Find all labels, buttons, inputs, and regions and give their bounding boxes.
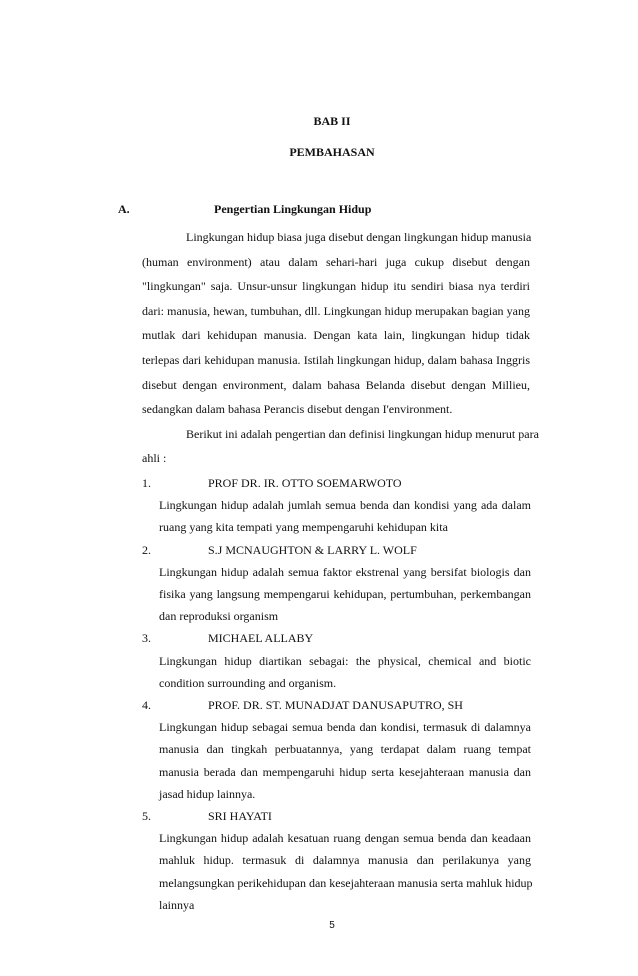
definition-line: Lingkungan hidup adalah jumlah semua benda dan kondisi yang ada dalam [159, 498, 531, 512]
intro-line: "lingkungan" saja. Unsur-unsur lingkungan hidup itu sendiri biasa nya terdiri [142, 279, 530, 293]
experts-intro-line: Berikut ini adalah pengertian dan definisi lingkungan hidup menurut para [186, 427, 539, 441]
definition-line: Lingkungan hidup diartikan sebagai: the physical, chemical and biotic [159, 654, 531, 668]
intro-line: terlepas dari kehidupan manusia. Istilah lingkungan hidup, dalam bahasa Inggris [142, 353, 530, 367]
definition-line: dan reproduksi organism [159, 609, 279, 623]
definition-line: mahluk hidup. termasuk di dalamnya manusia dan perilakunya yang [159, 853, 531, 867]
definition-line: Lingkungan hidup sebagai semua benda dan kondisi, termasuk di dalamnya [159, 720, 531, 734]
definition-number: 2. [142, 543, 151, 557]
chapter-title: PEMBAHASAN [289, 145, 375, 159]
definition-name: MICHAEL ALLABY [208, 631, 314, 645]
definition-name: PROF. DR. ST. MUNADJAT DANUSAPUTRO, SH [208, 698, 463, 712]
intro-line: disebut dengan environment, dalam bahasa Belanda disebut dengan Millieu, [142, 378, 530, 392]
definition-line: Lingkungan hidup adalah semua faktor ekstrenal yang bersifat biologis dan [159, 565, 531, 579]
definition-line: condition surrounding and organism. [159, 676, 337, 690]
experts-intro-line: ahli : [142, 451, 167, 465]
definition-line: manusia dan tingkah perbuatannya, yang terdapat dalam ruang tempat [159, 742, 531, 756]
definition-name: SRI HAYATI [208, 809, 272, 823]
intro-line: sedangkan dalam bahasa Perancis disebut dengan I'environment. [142, 402, 453, 416]
definition-line: melangsungkan perikehidupan dan kesejahteraan manusia serta mahluk hidup [159, 876, 533, 890]
definition-name: PROF DR. IR. OTTO SOEMARWOTO [208, 476, 402, 490]
definition-number: 4. [142, 698, 151, 712]
definition-number: 1. [142, 476, 151, 490]
definition-line: ruang yang kita tempati yang mempengaruhi kehidupan kita [159, 520, 448, 534]
intro-line: mutlak dari kehidupan manusia. Dengan kata lain, lingkungan hidup tidak [142, 328, 530, 342]
chapter-number: BAB II [313, 114, 351, 128]
definition-line: Lingkungan hidup adalah kesatuan ruang dengan semua benda dan keadaan [159, 831, 531, 845]
section-letter: A. [118, 202, 130, 216]
intro-line: dari: manusia, hewan, tumbuhan, dll. Lingkungan hidup merupakan bagian yang [142, 304, 530, 318]
definition-name: S.J MCNAUGHTON & LARRY L. WOLF [208, 543, 417, 557]
definition-line: lainnya [159, 898, 195, 912]
definition-number: 3. [142, 631, 151, 645]
definition-line: jasad hidup lainnya. [159, 787, 256, 801]
section-title: Pengertian Lingkungan Hidup [214, 202, 372, 216]
intro-line: (human environment) atau dalam sehari-hari juga cukup disebut dengan [142, 255, 530, 269]
definition-line: fisika yang langsung mempengarui kehidupan, pertumbuhan, perkembangan [159, 587, 531, 601]
page-number: 5 [329, 920, 335, 931]
definition-line: manusia berada dan mempengaruhi hidup serta kesejahteraan manusia dan [159, 765, 531, 779]
definition-number: 5. [142, 809, 151, 823]
intro-line: Lingkungan hidup biasa juga disebut dengan lingkungan hidup manusia [186, 230, 532, 244]
